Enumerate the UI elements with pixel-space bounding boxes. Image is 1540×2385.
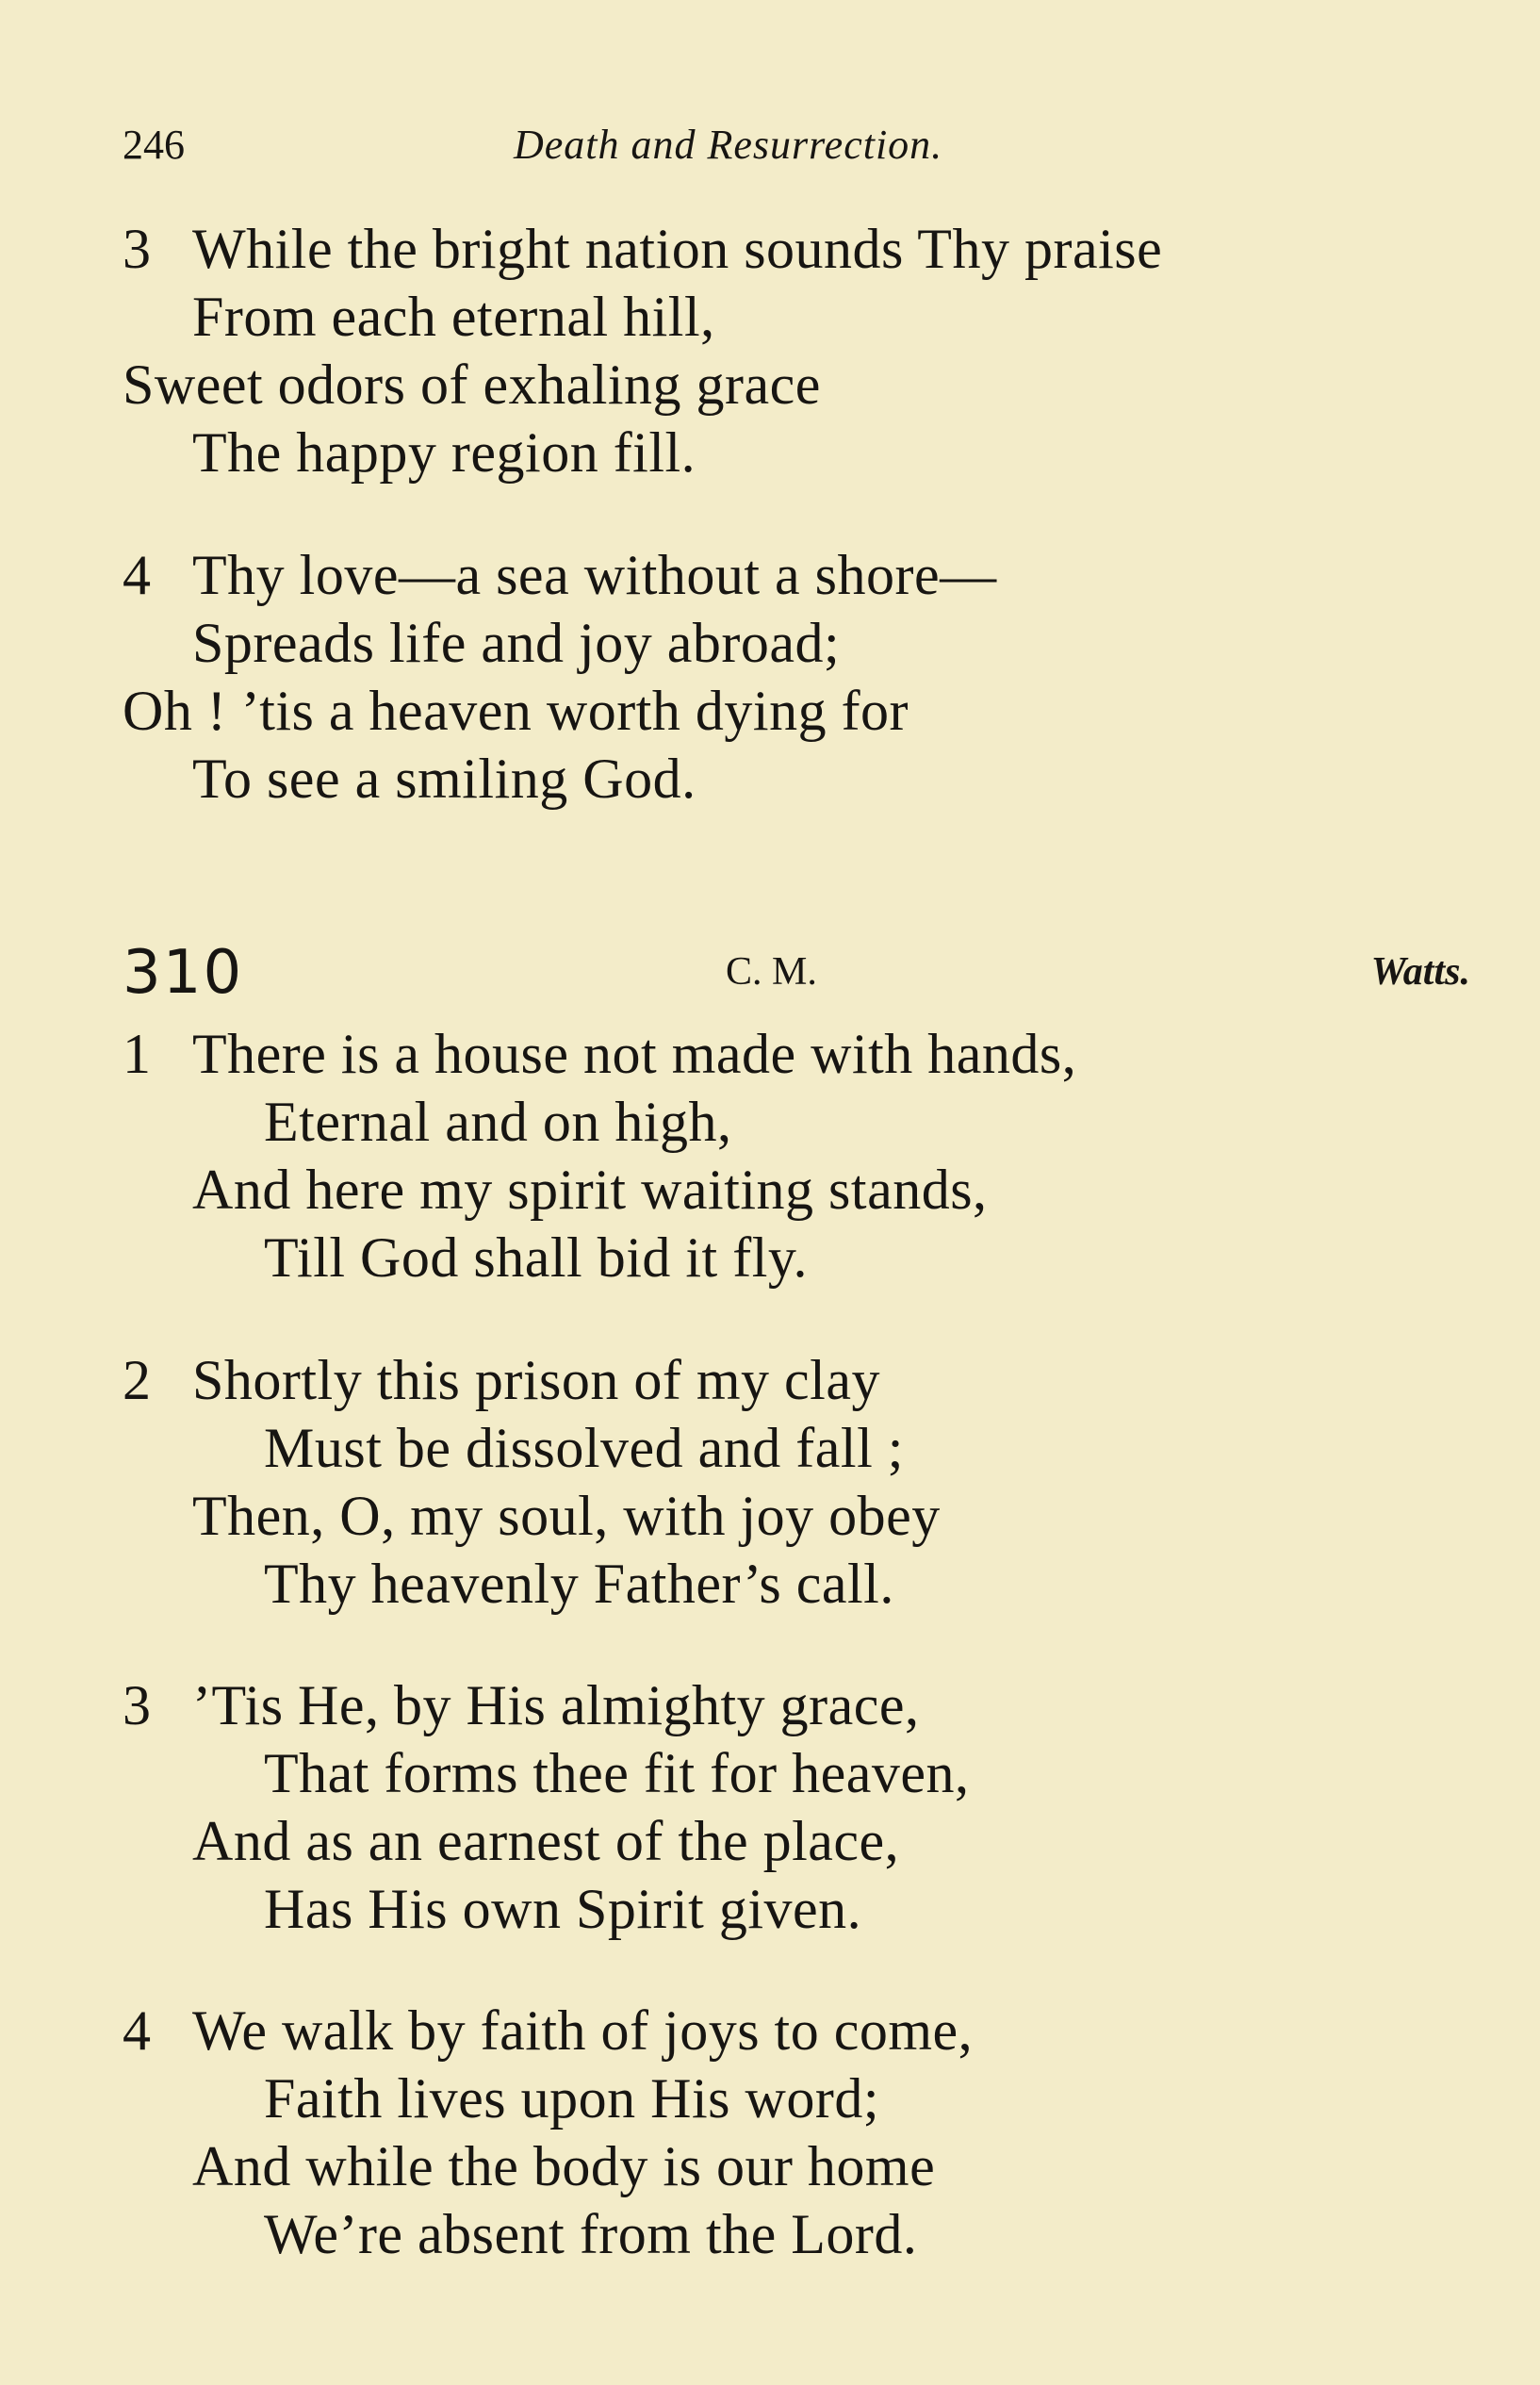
hymn-meter: C. M. bbox=[726, 950, 817, 994]
hymn-number: 310 bbox=[123, 938, 244, 1008]
stanza-line: Till God shall bid it fly. bbox=[264, 1226, 808, 1289]
stanza-line: Must be dissolved and fall ; bbox=[264, 1417, 904, 1479]
hymn-stanza-1 bbox=[123, 1020, 1076, 1291]
stanza-line: Has His own Spirit given. bbox=[264, 1878, 862, 1940]
stanza-number: 4 bbox=[123, 1999, 152, 2062]
stanza-line: To see a smiling God. bbox=[192, 748, 696, 810]
page-header bbox=[123, 121, 1465, 177]
stanza-number: 3 bbox=[123, 218, 152, 280]
stanza-line: Then, O, my soul, with joy obey bbox=[192, 1485, 941, 1547]
stanza-line: And while the body is our home bbox=[192, 2135, 936, 2197]
stanza-number: 3 bbox=[123, 1674, 152, 1736]
stanza-line: Spreads life and joy abroad; bbox=[192, 612, 841, 674]
stanza-line: Oh ! ’tis a heaven worth dying for bbox=[123, 680, 909, 742]
stanza-line: 3 While the bright nation sounds Thy praise bbox=[123, 215, 1162, 283]
running-title: Death and Resurrection. bbox=[514, 122, 943, 168]
stanza-line: Eternal and on high, bbox=[264, 1091, 732, 1153]
stanza-line: 2 Shortly this prison of my clay bbox=[123, 1346, 941, 1414]
stanza-line: 3 ’Tis He, by His almighty grace, bbox=[123, 1671, 970, 1739]
stanza-line: We’re absent from the Lord. bbox=[264, 2203, 918, 2265]
stanza-number: 1 bbox=[123, 1023, 152, 1085]
stanza-line: 4 Thy love—a sea without a shore— bbox=[123, 541, 997, 609]
stanza-line: Sweet odors of exhaling grace bbox=[123, 354, 821, 416]
stanza-line: Thy heavenly Father’s call. bbox=[264, 1553, 894, 1615]
hymn-author: Watts. bbox=[1370, 950, 1470, 994]
stanza-line: Faith lives upon His word; bbox=[264, 2067, 879, 2130]
prev-hymn-stanza-4 bbox=[123, 541, 997, 813]
stanza-line: And here my spirit waiting stands, bbox=[192, 1159, 988, 1221]
hymn-stanza-2 bbox=[123, 1346, 941, 1618]
hymn-stanza-4 bbox=[123, 1997, 973, 2268]
stanza-number: 4 bbox=[123, 544, 152, 606]
hymn-stanza-3 bbox=[123, 1671, 970, 1943]
stanza-line: The happy region fill. bbox=[192, 421, 696, 484]
prev-hymn-stanza-3 bbox=[123, 215, 1162, 486]
page-number: 246 bbox=[123, 122, 185, 168]
stanza-line: 4 We walk by faith of joys to come, bbox=[123, 1997, 973, 2064]
stanza-line: That forms thee fit for heaven, bbox=[264, 1742, 970, 1804]
stanza-line: And as an earnest of the place, bbox=[192, 1810, 900, 1872]
stanza-line: 1 There is a house not made with hands, bbox=[123, 1020, 1076, 1088]
stanza-number: 2 bbox=[123, 1349, 152, 1411]
stanza-line: From each eternal hill, bbox=[192, 286, 715, 348]
hymn-heading bbox=[123, 938, 1470, 1013]
